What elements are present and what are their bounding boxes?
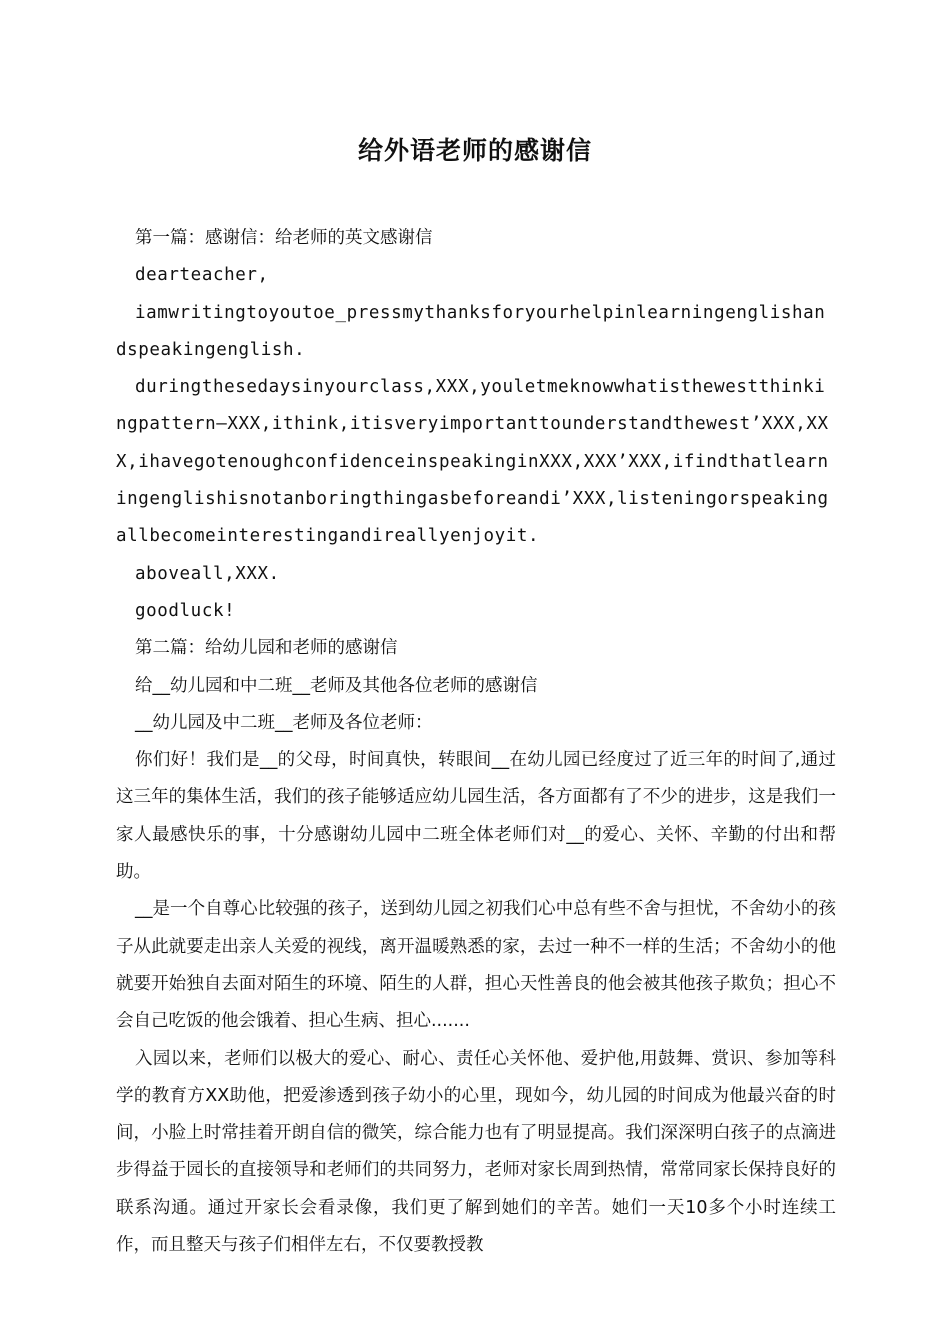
paragraph: 给__幼儿园和中二班__老师及其他各位老师的感谢信 [135,675,538,696]
section-heading: 第一篇：感谢信：给老师的英文感谢信 [135,228,433,248]
paragraph: 你们好！我们是__的父母，时间真快，转眼间__在幼儿园已经度过了近三年的时间了,通过这三年的集体生活，我们的孩子能够适应幼儿园生活，各方面都有了不少的进步，这是我们一家人最感快乐的事，十分感谢幼儿园中二班全体老师们对__的爱心、关怀、辛勤的付出和帮助。 [116,750,836,883]
paragraph: __幼儿园及中二班__老师及各位老师： [135,712,433,733]
document-body [116,220,836,1264]
section-heading: 第二篇：给幼儿园和老师的感谢信 [135,638,398,659]
paragraph: goodluck! [135,600,236,621]
paragraph: iamwritingtoyoutoe_pressmythanksforyourhelpinlearningenglishandspeakingenglish. [116,302,826,360]
paragraph: 入园以来，老师们以极大的爱心、耐心、责任心关怀他、爱护他,用鼓舞、赏识、参加等科学的教育方XX助他，把爱渗透到孩子幼小的心里，现如今，幼儿园的时间成为他最兴奋的时间，小脸上时常挂着开朗自信的微笑，综合能力也有了明显提高。我们深深明白孩子的点滴进步得益于园长的直接领导和老师们的共同努力，老师对家长周到热情，常常同家长保持良好的联系沟通。通过开家长会看录像，我们更了解到她们的辛苦。她们一天10多个小时连续工作，而且整天与孩子们相伴左右，不仅要教授教 [116,1048,836,1256]
paragraph: duringthesedaysinyourclass,XXX,youletmeknowwhatisthewestthinkingpattern—XXX,ithink,itisveryimportanttounderstandthewest’XXX,XXX,ihavegotenoughconfidenceinspeakinginXXX,XXX’XXX,ifindthatlearningenglishisnotanboringthingasbeforeandi’XXX,listeningorspeakingallbecomeinterestingandireallyenjoyit. [116,377,829,547]
paragraph: __是一个自尊心比较强的孩子，送到幼儿园之初我们心中总有些不舍与担忧，不舍幼小的孩子从此就要走出亲人关爱的视线，离开温暖熟悉的家，去过一种不一样的生活；不舍幼小的他就要开始独自去面对陌生的环境、陌生的人群，担心天性善良的他会被其他孩子欺负；担心不会自己吃饭的他会饿着、担心生病、担心....... [116,899,836,1032]
document-title: 给外语老师的感谢信 [357,136,592,165]
paragraph: aboveall,XXX. [135,563,280,584]
paragraph: dearteacher, [135,265,269,286]
